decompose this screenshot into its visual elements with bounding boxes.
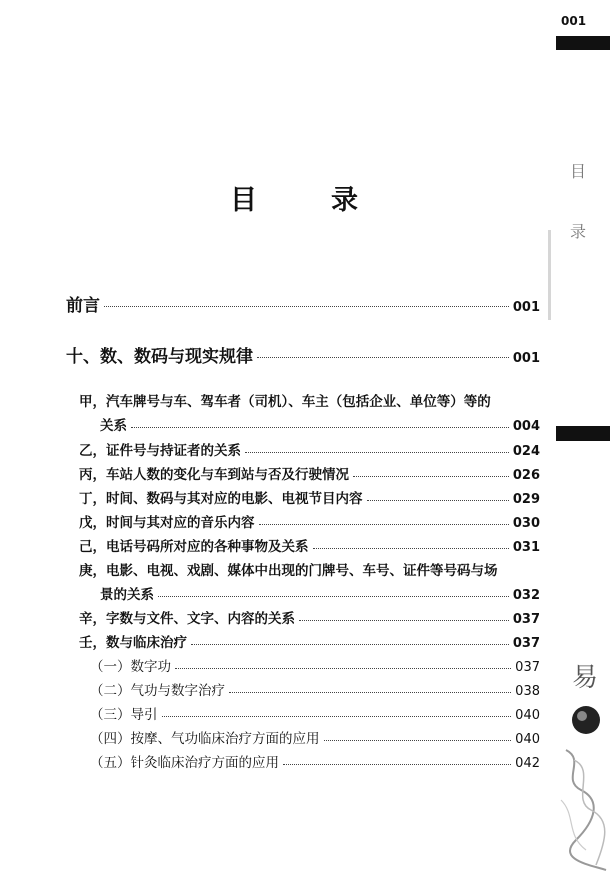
leader-dots [367,500,509,501]
toc-page: 040 [515,708,540,723]
leader-dots [162,716,512,717]
toc-page: 001 [512,351,540,366]
toc-entry-ren-1[interactable] [90,655,540,675]
title-char: 录 [331,185,360,216]
toc-entry-ji[interactable] [79,535,540,555]
side-decoration-text: 易 [572,663,599,693]
toc-page: 037 [512,612,540,627]
toc-entry-geng[interactable] [100,583,540,603]
leader-dots [175,668,511,669]
toc-page: 029 [512,492,540,507]
side-decoration [556,640,610,875]
leader-dots [229,692,511,693]
leader-dots [259,524,509,525]
toc-page: 026 [512,468,540,483]
toc-entry-jia[interactable] [100,414,540,434]
leader-dots [283,764,511,765]
toc-entry-jia-line1[interactable]: 甲，汽车牌号与车、驾车者（司机）、车主（包括企业、单位等）等的 [79,394,491,410]
running-title-char: 目 [569,162,586,181]
toc-entry-ren[interactable] [79,631,540,651]
leader-dots [158,596,509,597]
toc-label: 十、数、数码与现实规律 [66,347,253,367]
toc-label: （二）气功与数字治疗 [90,683,225,699]
leader-dots [104,306,509,307]
toc-entry-preface[interactable] [66,291,540,316]
toc-page: 042 [515,756,540,771]
toc-label: 壬，数与临床治疗 [79,635,187,651]
toc-page: 040 [515,732,540,747]
toc-page: 030 [512,516,540,531]
leader-dots [131,427,509,428]
toc-label: 辛，字数与文件、文字、内容的关系 [79,611,295,627]
toc-entry-ren-2[interactable] [90,679,540,699]
leader-dots [353,476,509,477]
toc-page: 032 [512,588,540,603]
toc-entry-wu[interactable] [79,511,540,531]
toc-entry-ren-3[interactable] [90,703,540,723]
leader-dots [299,620,509,621]
toc-label: 景的关系 [100,587,154,603]
page-number: 001 [561,14,587,28]
running-title-char: 录 [569,222,586,241]
page-title [230,178,360,217]
header-bar [556,36,610,50]
toc-entry-ren-5[interactable] [90,751,540,771]
toc-entry-geng-line1[interactable]: 庚，电影、电视、戏剧、媒体中出现的门牌号、车号、证件等号码与场 [79,563,498,579]
leader-dots [324,740,512,741]
toc-page: 037 [512,636,540,651]
leader-dots [245,452,509,453]
toc-label: 前言 [66,296,100,316]
toc-entry-chapter[interactable] [66,342,540,367]
title-char: 目 [230,185,259,216]
margin-bar [556,426,610,441]
margin-tick [548,230,551,320]
toc-label: 关系 [100,418,127,434]
toc-entry-yi[interactable] [79,439,540,459]
toc-label: （四）按摩、气功临床治疗方面的应用 [90,731,320,747]
toc-page: 038 [515,684,540,699]
brush-swirl-icon [556,640,610,871]
toc-page: 024 [512,444,540,459]
toc-entry-ren-4[interactable] [90,727,540,747]
toc-page: 001 [512,300,540,315]
toc-entry-bing[interactable] [79,463,540,483]
toc-entry-xin[interactable] [79,607,540,627]
toc-label: （一）数字功 [90,659,171,675]
leader-dots [191,644,509,645]
toc-label: 丁，时间、数码与其对应的电影、电视节目内容 [79,491,363,507]
toc-label: 丙，车站人数的变化与车到站与否及行驶情况 [79,467,349,483]
toc-label: 己，电话号码所对应的各种事物及关系 [79,539,309,555]
toc-page: 037 [515,660,540,675]
leader-dots [257,357,509,358]
toc-label: （五）针灸临床治疗方面的应用 [90,755,279,771]
toc-page: 004 [512,419,540,434]
toc-label: 乙，证件号与持证者的关系 [79,443,241,459]
toc-page: 031 [512,540,540,555]
toc-label: （三）导引 [90,707,158,723]
running-title [568,142,588,262]
leader-dots [313,548,509,549]
toc-label: 戊，时间与其对应的音乐内容 [79,515,255,531]
toc-entry-ding[interactable] [79,487,540,507]
